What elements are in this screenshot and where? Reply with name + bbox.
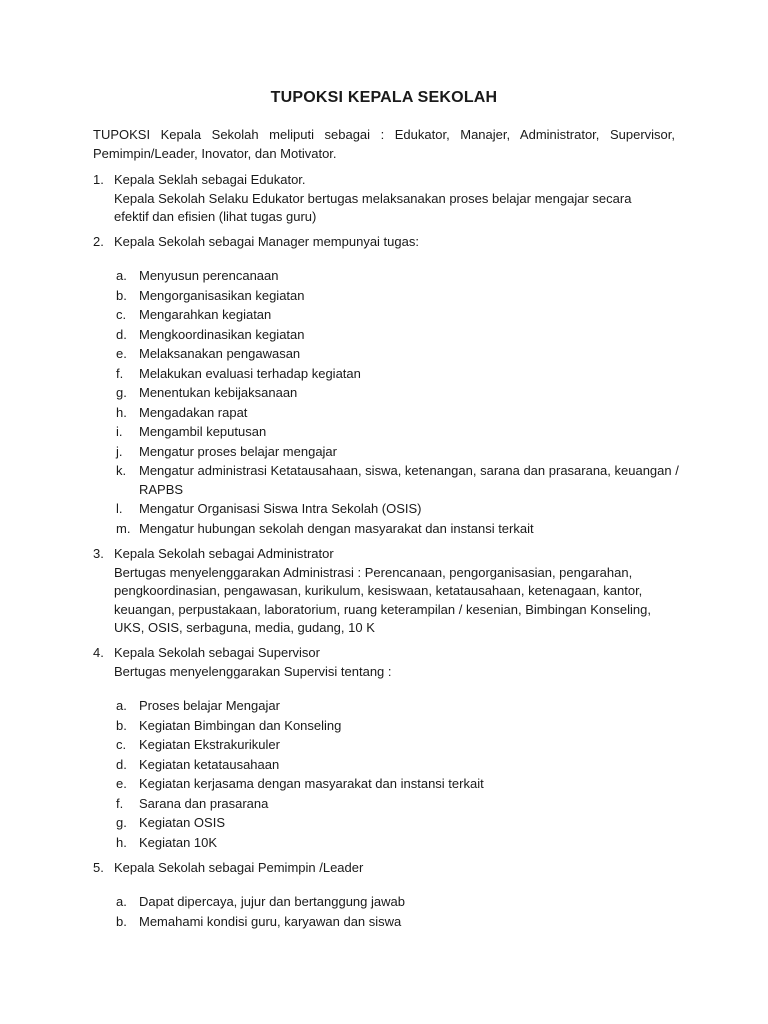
list-item: h. Kegiatan 10K xyxy=(116,834,218,850)
list-item: e. Kegiatan kerjasama dengan masyarakat dan instansi terkait xyxy=(116,776,484,791)
section-1 xyxy=(93,171,683,227)
list-item: k. Mengatur administrasi Ketatausahaan, siswa, ketenangan, sarana dan prasarana, keuangan / RAPBS xyxy=(116,463,679,497)
section-5 xyxy=(93,859,683,878)
section-heading: Kepala Sekolah sebagai Manager mempunyai tugas: xyxy=(114,234,419,249)
list-item: b. Kegiatan Bimbingan dan Konseling xyxy=(116,717,342,733)
section-4 xyxy=(93,644,683,681)
list-item: g. Menentukan kebijaksanaan xyxy=(116,385,298,400)
section-text: Bertugas menyelenggarakan Supervisi tentang : xyxy=(114,663,392,679)
list-item: d. Mengkoordinasikan kegiatan xyxy=(116,326,305,342)
list-item: f. Melakukan evaluasi terhadap kegiatan xyxy=(116,365,361,381)
section-2 xyxy=(93,233,683,252)
section-number: 5. xyxy=(93,860,104,875)
list-item: m. Mengatur hubungan sekolah dengan masyarakat dan instansi terkait xyxy=(116,520,534,536)
list-item: a. Dapat dipercaya, jujur dan bertanggung jawab xyxy=(116,894,405,909)
list-item: b. Memahami kondisi guru, karyawan dan siswa xyxy=(116,913,402,929)
list-item: a. Menyusun perencanaan xyxy=(116,268,279,283)
list-item: l. Mengatur Organisasi Siswa Intra Sekolah (OSIS) xyxy=(116,501,422,516)
list-item: e. Melaksanakan pengawasan xyxy=(116,346,301,361)
list-item: j. Mengatur proses belajar mengajar xyxy=(116,443,337,459)
intro-paragraph: TUPOKSI Kepala Sekolah meliputi sebagai : Edukator, Manajer, Administrator, Supervisor, Pemimpin/Leader, Inovator, dan Motivator. xyxy=(93,127,675,161)
section-heading: Kepala Sekolah sebagai Administrator xyxy=(114,546,334,561)
list-item: g. Kegiatan OSIS xyxy=(116,815,225,830)
section-text: Bertugas menyelenggarakan Administrasi : Perencanaan, pengorganisasian, pengarahan, pengkoordinasian, pengawasan, kurikulum, kesiswaan, ketatausahaan, ketenagaan, kantor, keuangan, perpustakaan, laboratorium, ruang keterampilan / kesenian, Bimbingan Konseling, UKS, OSIS, serbaguna, media, gudang, 10 K xyxy=(114,564,651,635)
section-number: 2. xyxy=(93,234,104,249)
list-item: a. Proses belajar Mengajar xyxy=(116,698,280,713)
document-title: TUPOKSI KEPALA SEKOLAH xyxy=(270,89,498,106)
list-item: b. Mengorganisasikan kegiatan xyxy=(116,287,305,303)
list-item: c. Kegiatan Ekstrakurikuler xyxy=(116,737,280,752)
list-item: c. Mengarahkan kegiatan xyxy=(116,307,272,322)
manager-task-list xyxy=(116,267,686,539)
list-item: h. Mengadakan rapat xyxy=(116,404,248,420)
list-item: f. Sarana dan prasarana xyxy=(116,795,269,811)
section-heading: Kepala Seklah sebagai Edukator. xyxy=(114,172,306,187)
section-number: 1. xyxy=(93,172,104,187)
section-number: 4. xyxy=(93,645,104,660)
list-item: i. Mengambil keputusan xyxy=(116,424,267,439)
section-number: 3. xyxy=(93,546,104,561)
list-item: d. Kegiatan ketatausahaan xyxy=(116,756,280,772)
supervisor-task-list xyxy=(116,697,686,853)
section-heading: Kepala Sekolah sebagai Supervisor xyxy=(114,645,320,660)
leader-task-list xyxy=(116,893,686,932)
section-text: Kepala Sekolah Selaku Edukator bertugas melaksanakan proses belajar mengajar secara efektif dan efisien (lihat tugas guru) xyxy=(114,190,632,224)
section-heading: Kepala Sekolah sebagai Pemimpin /Leader xyxy=(114,860,364,875)
section-3 xyxy=(93,545,683,638)
